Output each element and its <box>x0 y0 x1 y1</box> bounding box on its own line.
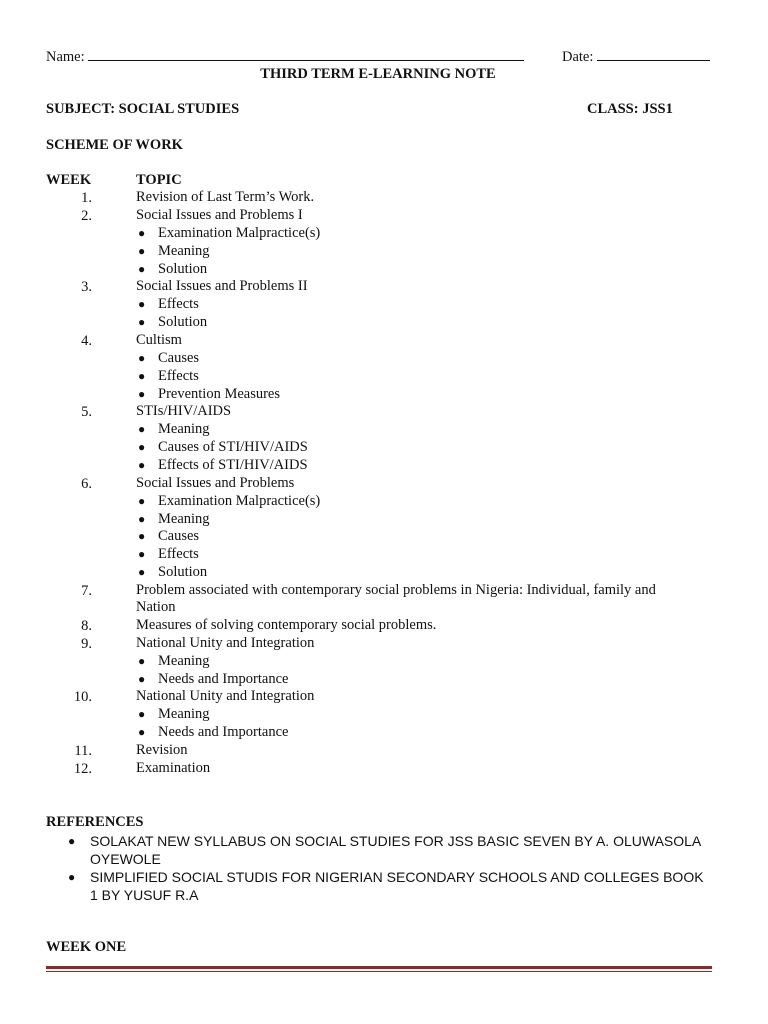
bullet-icon: ● <box>138 440 146 455</box>
subitem-text: Effects <box>158 546 199 563</box>
bullet-icon: ● <box>138 671 146 686</box>
week-number: 9. <box>81 635 92 652</box>
week-topic: Measures of solving contemporary social problems. <box>136 616 437 633</box>
bullet-icon: ● <box>138 725 146 740</box>
bullet-icon: ● <box>138 547 146 562</box>
topic-subitem <box>136 511 726 529</box>
footer-rule-thin <box>46 971 712 972</box>
subitem-text: Effects of STI/HIV/AIDS <box>158 456 308 473</box>
class-heading: CLASS: JSS1 <box>587 101 673 117</box>
week-item <box>46 760 726 778</box>
week-number: 4. <box>81 332 92 349</box>
bullet-icon: ● <box>138 297 146 312</box>
bullet-icon: ● <box>138 350 146 365</box>
subitem-text: Meaning <box>158 510 210 527</box>
week-number: 10. <box>73 689 92 706</box>
subitem-text: Meaning <box>158 421 210 438</box>
name-blank-line <box>88 47 524 61</box>
week-topic: STIs/HIV/AIDS <box>136 403 232 420</box>
week-item <box>46 617 726 635</box>
name-label: Name: <box>46 49 85 65</box>
subitem-text: Prevention Measures <box>158 385 281 402</box>
topic-subitem <box>136 350 726 368</box>
week-item <box>46 403 726 421</box>
subitem-text: Needs and Importance <box>158 670 289 687</box>
subitem-text: Examination Malpractice(s) <box>158 492 321 509</box>
week-number: 3. <box>81 279 92 296</box>
week-topic: National Unity and Integration <box>136 634 315 651</box>
week-item <box>46 189 726 207</box>
bullet-icon: ● <box>138 653 146 668</box>
bullet-icon: ● <box>138 386 146 401</box>
bullet-icon: ● <box>138 493 146 508</box>
week-number: 11. <box>74 742 92 759</box>
week-topic: Problem associated with contemporary social problems in Nigeria: Individual, family and Nation <box>136 581 656 616</box>
bullet-icon: ● <box>138 368 146 383</box>
week-number: 1. <box>81 190 92 206</box>
bullet-icon: ● <box>138 707 146 722</box>
bullet-icon: ● <box>138 457 146 472</box>
topic-subitem <box>136 724 726 742</box>
subitem-text: Solution <box>158 563 208 580</box>
topic-subitem <box>136 493 726 511</box>
bullet-icon: ● <box>68 834 76 848</box>
scheme-heading: SCHEME OF WORK <box>46 137 183 153</box>
bullet-icon: ● <box>138 315 146 330</box>
week-item <box>46 207 726 225</box>
week-item <box>46 635 726 653</box>
week-item <box>46 475 726 493</box>
subitem-text: Causes <box>158 349 200 366</box>
week-number: 12. <box>73 760 92 777</box>
week-topic: National Unity and Integration <box>136 688 315 705</box>
subitem-text: Examination Malpractice(s) <box>158 225 321 241</box>
week-item <box>46 332 726 350</box>
subitem-text: Effects <box>158 296 199 313</box>
topic-subitem <box>136 546 726 564</box>
page-title: THIRD TERM E-LEARNING NOTE <box>260 66 496 82</box>
reference-text: SIMPLIFIED SOCIAL STUDIS FOR NIGERIAN SECONDARY SCHOOLS AND COLLEGES BOOK 1 BY YUSUF R.A <box>90 869 704 903</box>
topic-subitem <box>136 421 726 439</box>
bullet-icon: ● <box>138 422 146 437</box>
topic-subitem <box>136 296 726 314</box>
topic-subitem <box>136 439 726 457</box>
topic-subitem <box>136 706 726 724</box>
week-topic: Social Issues and Problems <box>136 474 295 491</box>
subitem-text: Meaning <box>158 242 210 259</box>
topic-subitem <box>136 243 726 261</box>
subitem-text: Meaning <box>158 706 210 723</box>
subitem-text: Solution <box>158 260 208 277</box>
bullet-icon: ● <box>68 870 76 884</box>
references-list <box>46 832 706 904</box>
subitem-text: Causes of STI/HIV/AIDS <box>158 439 308 456</box>
topic-subitem <box>136 314 726 332</box>
week-number: 6. <box>81 475 92 492</box>
week-column-header: WEEK <box>46 172 92 188</box>
topic-subitem <box>136 261 726 279</box>
topic-subitem <box>136 225 726 243</box>
date-field <box>562 47 710 66</box>
week-number: 5. <box>81 404 92 421</box>
week-number: 2. <box>81 208 92 224</box>
week-topic: Social Issues and Problems I <box>136 207 303 223</box>
reference-text: SOLAKAT NEW SYLLABUS ON SOCIAL STUDIES FOR JSS BASIC SEVEN BY A. OLUWASOLA OYEWOLE <box>90 833 701 867</box>
bullet-icon: ● <box>138 243 146 258</box>
topic-subitem <box>136 653 726 671</box>
week-topic: Cultism <box>136 331 182 348</box>
reference-item <box>46 832 706 868</box>
footer-rule-thick <box>46 966 712 969</box>
week-one-heading: WEEK ONE <box>46 939 127 955</box>
week-topic: Revision <box>136 741 188 758</box>
bullet-icon: ● <box>138 226 146 240</box>
week-item <box>46 582 726 617</box>
subitem-text: Meaning <box>158 652 210 669</box>
topic-subitem <box>136 564 726 582</box>
date-label: Date: <box>562 49 594 65</box>
reference-item <box>46 868 706 904</box>
name-field <box>46 47 524 66</box>
references-heading: REFERENCES <box>46 814 144 830</box>
bullet-icon: ● <box>138 564 146 579</box>
topic-column-header: TOPIC <box>136 172 182 188</box>
subitem-text: Causes <box>158 528 200 545</box>
topic-subitem <box>136 368 726 386</box>
topic-subitem <box>136 671 726 689</box>
week-topic: Social Issues and Problems II <box>136 278 308 295</box>
week-item <box>46 742 726 760</box>
scheme-of-work-list <box>46 189 726 778</box>
week-item <box>46 688 726 706</box>
week-number: 8. <box>81 617 92 634</box>
subject-heading: SUBJECT: SOCIAL STUDIES <box>46 101 240 117</box>
week-item <box>46 278 726 296</box>
week-topic: Examination <box>136 759 211 776</box>
topic-subitem <box>136 528 726 546</box>
bullet-icon: ● <box>138 511 146 526</box>
bullet-icon: ● <box>138 529 146 544</box>
topic-subitem <box>136 457 726 475</box>
week-topic: Revision of Last Term’s Work. <box>136 189 315 205</box>
bullet-icon: ● <box>138 261 146 276</box>
date-blank-line <box>597 47 710 61</box>
topic-subitem <box>136 386 726 404</box>
subitem-text: Solution <box>158 314 208 331</box>
week-number: 7. <box>81 582 92 599</box>
subitem-text: Effects <box>158 367 199 384</box>
subitem-text: Needs and Importance <box>158 724 289 741</box>
